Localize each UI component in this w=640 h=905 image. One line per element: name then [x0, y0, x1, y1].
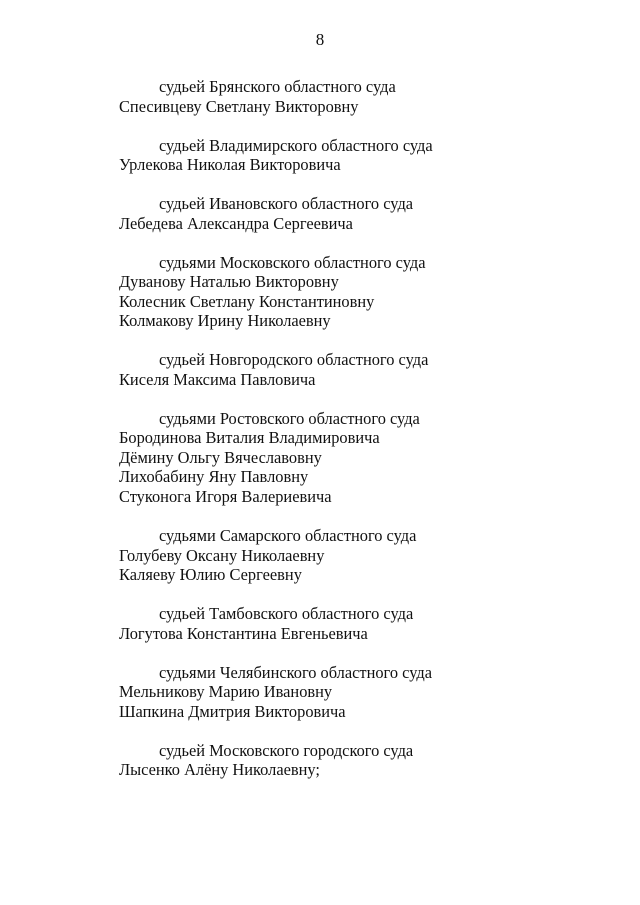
court-heading: судьей Московского городского суда [159, 740, 414, 760]
court-heading: судьей Ивановского областного суда [159, 194, 414, 214]
judge-name: Урлекова Николая Викторовича [119, 155, 341, 175]
court-section-novgorod [119, 350, 539, 389]
court-section-rostov [119, 409, 539, 507]
judge-name: Каляеву Юлию Сергеевну [119, 565, 302, 585]
court-section-samara [119, 526, 539, 585]
judge-name: Стуконога Игоря Валериевича [119, 486, 332, 506]
court-section-moscow-region [119, 253, 539, 331]
court-heading: судьей Тамбовского областного суда [159, 604, 414, 624]
judge-name: Лебедева Александра Сергеевича [119, 213, 353, 233]
judge-name: Голубеву Оксану Николаевну [119, 545, 325, 565]
judge-name: Киселя Максима Павловича [119, 369, 316, 389]
court-section-moscow-city [119, 741, 539, 780]
judge-name: Шапкина Дмитрия Викторовича [119, 701, 346, 721]
court-section-vladimir [119, 136, 539, 175]
court-heading: судьями Ростовского областного суда [159, 408, 420, 428]
court-heading: судьями Московского областного суда [159, 252, 426, 272]
judge-name: Дуванову Наталью Викторовну [119, 272, 339, 292]
court-heading: судьей Новгородского областного суда [159, 350, 429, 370]
court-section-ivanovo [119, 194, 539, 233]
judge-name: Лысенко Алёну Николаевну; [119, 760, 320, 780]
judge-name: Мельникову Марию Ивановну [119, 682, 333, 702]
appointment-list [119, 77, 539, 799]
court-heading: судьями Самарского областного суда [159, 526, 417, 546]
judge-name: Лихобабину Яну Павловну [119, 467, 309, 487]
judge-name: Спесивцеву Светлану Викторовну [119, 96, 359, 116]
judge-name: Колесник Светлану Константиновну [119, 291, 375, 311]
page-number: 8 [315, 30, 325, 49]
judge-name: Дёмину Ольгу Вячеславовну [119, 447, 322, 467]
court-section-tambov [119, 604, 539, 643]
judge-name: Колмакову Ирину Николаевну [119, 311, 331, 331]
court-section-bryansk [119, 77, 539, 116]
court-heading: судьей Брянского областного суда [159, 77, 396, 96]
court-section-chelyabinsk [119, 663, 539, 722]
court-heading: судьей Владимирского областного суда [159, 135, 433, 155]
court-heading: судьями Челябинского областного суда [159, 662, 432, 682]
judge-name: Бородинова Виталия Владимировича [119, 428, 380, 448]
judge-name: Логутова Константина Евгеньевича [119, 623, 368, 643]
